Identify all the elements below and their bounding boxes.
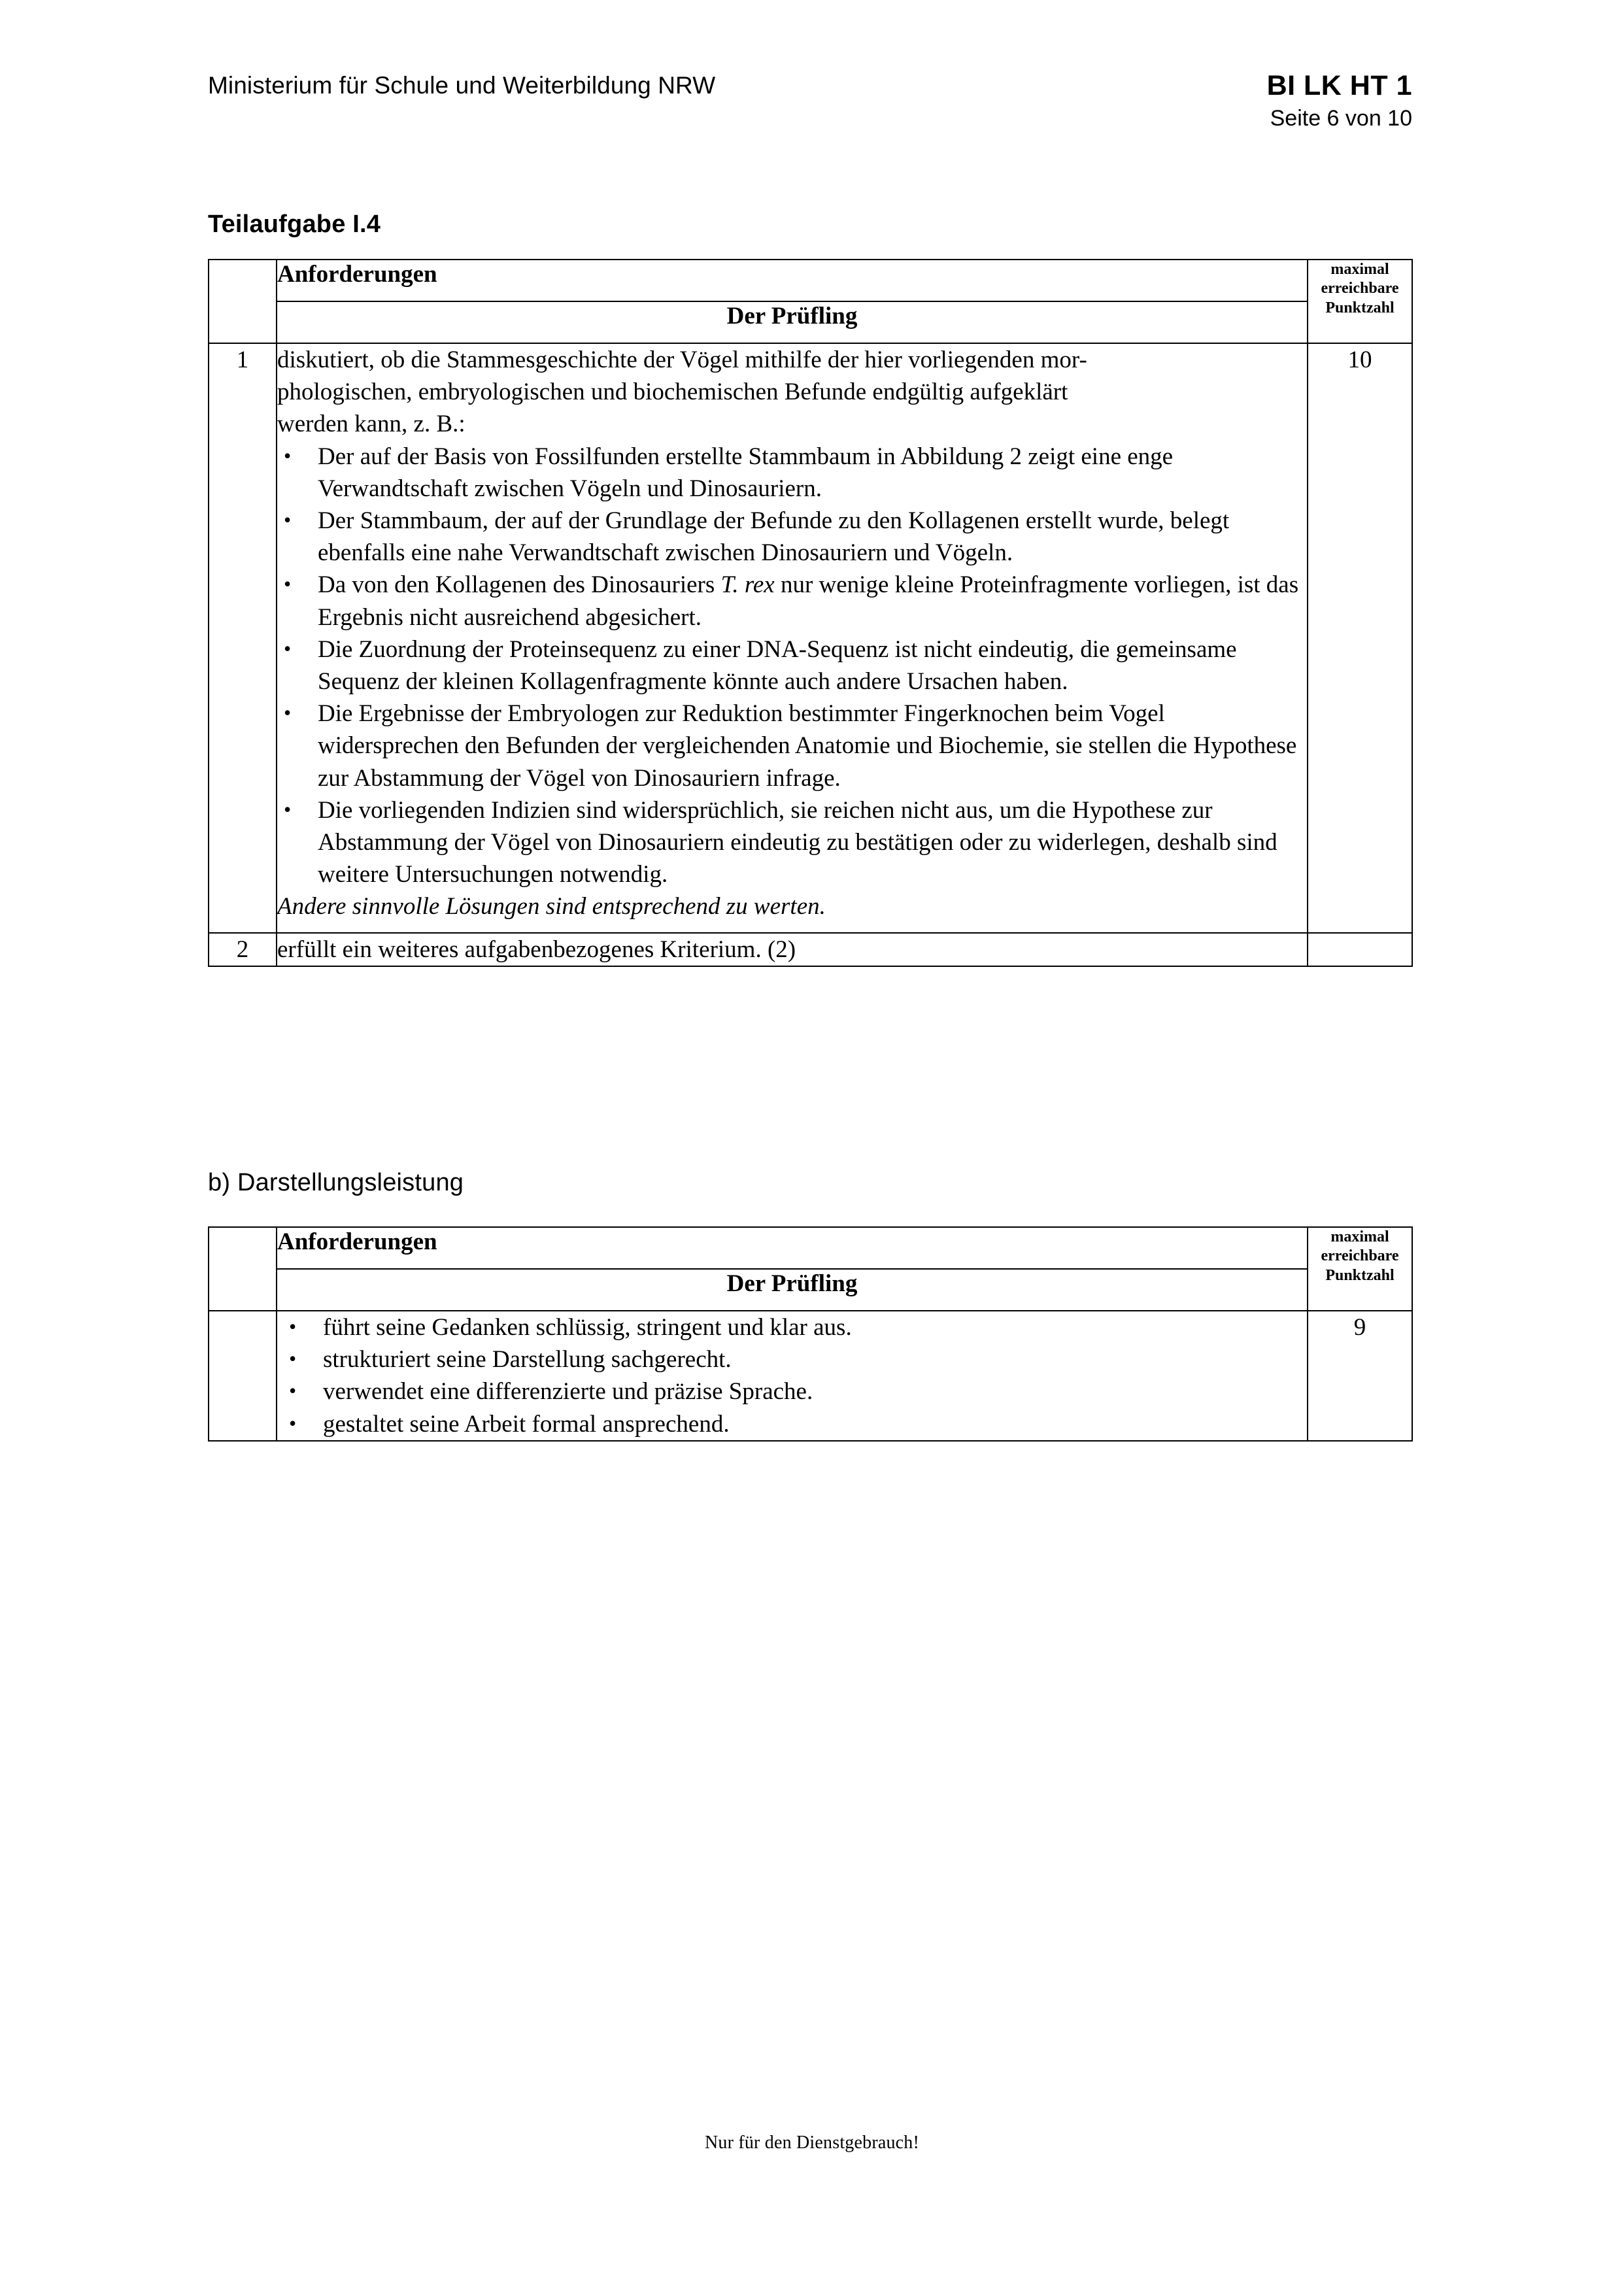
requirements-table-teilaufgabe xyxy=(208,259,1413,967)
table-row xyxy=(209,1311,1412,1441)
row-number: 1 xyxy=(209,343,277,933)
darstellung-bullet-list xyxy=(277,1311,1307,1440)
row-requirements: erfüllt ein weiteres aufgabenbezogenes Kriterium. (2) xyxy=(277,933,1308,966)
list-item: • Die vorliegenden Indizien sind widersprüchlich, sie reichen nicht aus, um die Hypothese zur Abstammung der Vögel von Dinosauriern eindeutig zu bestätigen oder zu widerlegen, deshalb sind weitere Untersuchungen notwendig. xyxy=(277,794,1307,891)
requirement-lead-text: diskutiert, ob die Stammesgeschichte der Vögel mithilfe der hier vorliegenden mor- phologischen, embryologischen und biochemischen Befunde endgültig aufgeklärt werden kann, z. B.: xyxy=(277,346,1087,438)
header-cell-number xyxy=(209,1227,277,1311)
page-header xyxy=(208,71,1412,134)
row-number: 2 xyxy=(209,933,277,966)
list-item: • Die Ergebnisse der Embryologen zur Reduktion bestimmter Fingerknochen beim Vogel widersprechen den Befunden der vergleichenden Anatomie und Biochemie, sie stellen die Hypothese zur Abstammung der Vögel von Dinosauriern infrage. xyxy=(277,698,1307,794)
list-item: • verwendet eine differenzierte und präzise Sprache. xyxy=(277,1375,1307,1408)
punktzahl-line-3: Punktzahl xyxy=(1325,1266,1395,1284)
row-points: 10 xyxy=(1308,343,1412,933)
requirement-bullet-list xyxy=(277,441,1307,891)
table-row xyxy=(209,343,1412,933)
list-item: • führt seine Gedanken schlüssig, stringent und klar aus. xyxy=(277,1311,1307,1343)
bullet-text-part-1: Da von den Kollagenen des Dinosauriers xyxy=(318,571,721,599)
list-item: • Der Stammbaum, der auf der Grundlage der Befunde zu den Kollagenen erstellt wurde, belegt ebenfalls eine nahe Verwandtschaft zwischen Dinosauriern und Vögeln. xyxy=(277,505,1307,569)
punktzahl-line-2: erreichbare xyxy=(1321,280,1399,297)
list-item xyxy=(277,569,1307,633)
row-number xyxy=(209,1311,277,1441)
punktzahl-line-1: maximal xyxy=(1330,261,1389,278)
requirements-table-darstellungsleistung xyxy=(208,1226,1413,1442)
row-points xyxy=(1308,933,1412,966)
header-cell-anforderungen: Anforderungen xyxy=(277,1227,1308,1269)
species-name-italic: T. rex xyxy=(720,571,775,599)
ministry-label: Ministerium für Schule und Weiterbildung NRW xyxy=(208,72,716,99)
header-cell-punktzahl xyxy=(1308,1227,1412,1311)
punktzahl-line-1: maximal xyxy=(1330,1228,1389,1245)
header-cell-number xyxy=(209,260,277,343)
row-points: 9 xyxy=(1308,1311,1412,1441)
list-item: • gestaltet seine Arbeit formal ansprechend. xyxy=(277,1408,1307,1440)
closing-note: Andere sinnvolle Lösungen sind entsprechend zu werten. xyxy=(277,893,826,920)
table-row xyxy=(209,933,1412,966)
table-subheader-row xyxy=(209,1269,1412,1311)
row-requirements xyxy=(277,343,1308,933)
exam-code: BI LK HT 1 xyxy=(1266,70,1412,101)
page-number-label: Seite 6 von 10 xyxy=(1270,106,1412,131)
list-item: • Die Zuordnung der Proteinsequenz zu einer DNA-Sequenz ist nicht eindeutig, die gemeinsame Sequenz der kleinen Kollagenfragmente könnte auch andere Ursachen haben. xyxy=(277,633,1307,698)
header-cell-der-pruefling: Der Prüfling xyxy=(277,301,1308,343)
header-cell-der-pruefling: Der Prüfling xyxy=(277,1269,1308,1311)
exam-header-right xyxy=(1267,71,1412,134)
page-footer: Nur für den Dienstgebrauch! xyxy=(704,2133,920,2153)
section-title-darstellungsleistung: b) Darstellungsleistung xyxy=(208,1169,464,1196)
bullet-text-part-2: nur wenige kleine Proteinfragmente vorliegen, ist das Ergebnis nicht ausreichend abgesichert. xyxy=(318,571,1299,631)
table-header-row xyxy=(209,1227,1412,1269)
header-cell-punktzahl xyxy=(1308,260,1412,343)
header-cell-anforderungen: Anforderungen xyxy=(277,260,1308,301)
table-subheader-row xyxy=(209,301,1412,343)
table-header-row xyxy=(209,260,1412,301)
list-item: • strukturiert seine Darstellung sachgerecht. xyxy=(277,1343,1307,1375)
punktzahl-line-3: Punktzahl xyxy=(1325,299,1395,316)
punktzahl-line-2: erreichbare xyxy=(1321,1247,1399,1265)
page-title: Teilaufgabe I.4 xyxy=(208,211,381,238)
list-item: • Der auf der Basis von Fossilfunden erstellte Stammbaum in Abbildung 2 zeigt eine enge Verwandtschaft zwischen Vögeln und Dinosauriern. xyxy=(277,441,1307,505)
row-requirements xyxy=(277,1311,1308,1441)
